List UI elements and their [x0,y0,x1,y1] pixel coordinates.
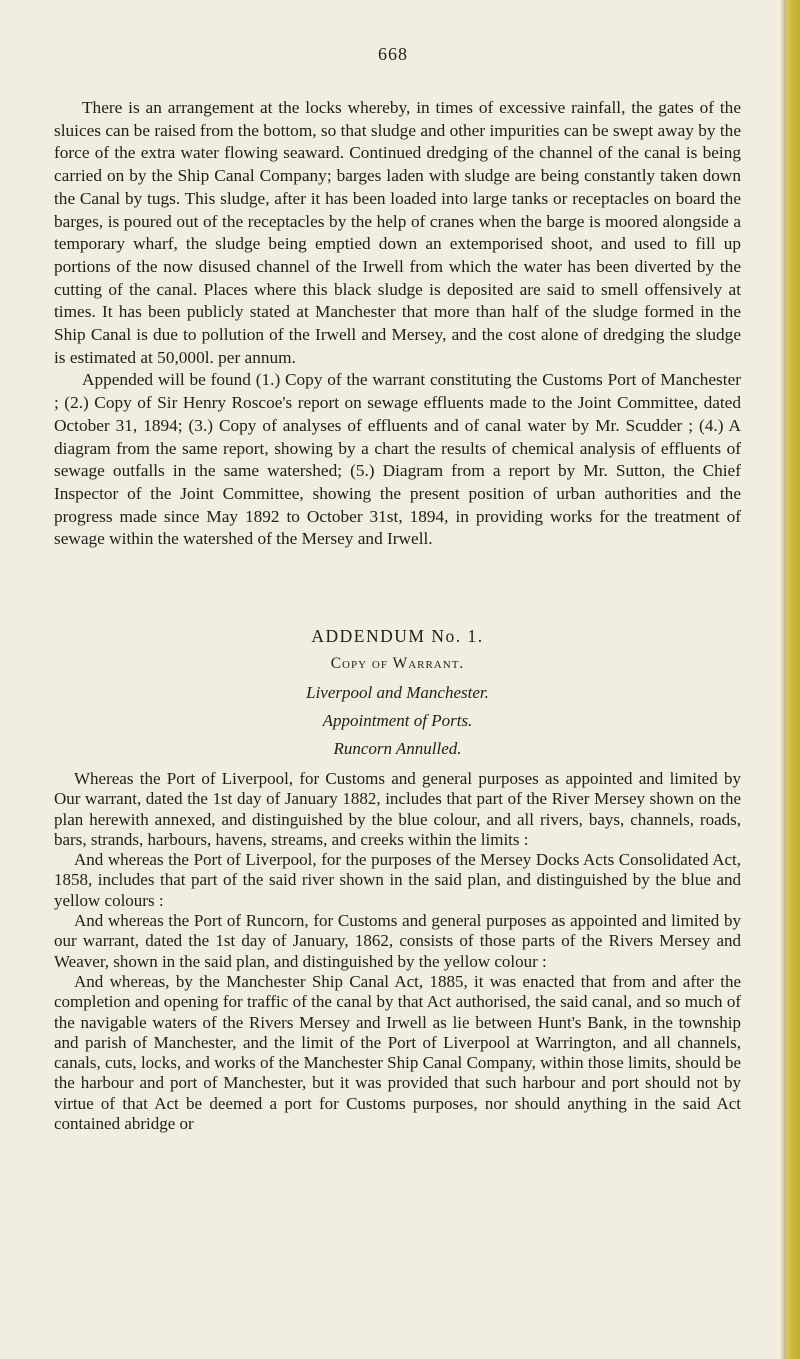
addendum-body [54,769,741,1134]
page-number: 668 [378,44,408,64]
addendum-heading-runcorn: Runcorn Annulled. [333,739,462,758]
addendum-paragraph: And whereas the Port of Runcorn, for Customs and general purposes as appointed and limited by our warrant, dated the 1st day of January, 1862, consists of those parts of the Rivers Mersey and Weaver, shown in the said plan, and distinguished by the yellow colour : [54,911,741,971]
paragraph: There is an arrangement at the locks whereby, in times of excessive rainfall, the gates of the sluices can be raised from the bottom, so that sludge and other impurities can be swept away by the force of the extra water flowing seaward. Continued dredging of the channel of the canal is being carried on by the Ship Canal Company; barges laden with sludge are being constantly taken down the Canal by tugs. This sludge, after it has been loaded into large tanks or receptacles on board the barges, is poured out of the receptacles by the help of cranes when the barge is moored alongside a temporary wharf, the sludge being emptied down an extemporised shoot, and used to fill up portions of the now disused channel of the Irwell from which the water has been diverted by the cutting of the canal. Places where this black sludge is deposited are said to smell offensively at times. It has been publicly stated at Manchester that more than half of the sludge formed in the Ship Canal is due to pollution of the Irwell and Mersey, and the cost alone of dredging the sludge is estimated at 50,000l. per annum. [54,98,741,367]
addendum-subtitle: Copy of Warrant. [330,655,465,672]
addendum-paragraph: And whereas the Port of Liverpool, for the purposes of the Mersey Docks Acts Consolidated Act, 1858, includes that part of the said river shown in the said plan, and distinguished by the blue and yellow colours : [54,850,741,910]
addendum-paragraph: And whereas, by the Manchester Ship Canal Act, 1885, it was enacted that from and after the completion and opening for traffic of the canal by that Act authorised, the said canal, and so much of the navigable waters of the Rivers Mersey and Irwell as lie between Hunt's Bank, in the township and parish of Manchester, and the limit of the Port of Liverpool at Warrington, and all channels, canals, cuts, locks, and works of the Manchester Ship Canal Company, within those limits, should be the harbour and port of Manchester, but it was provided that such harbour and port should not by virtue of that Act be deemed a port for Customs purposes, nor should anything in the said Act contained abridge or [54,971,741,1134]
addendum-heading-appointment: Appointment of Ports. [322,711,473,730]
addendum-heading-ports: Liverpool and Manchester. [306,683,489,702]
addendum-title: ADDENDUM No. 1. [311,626,484,646]
body-text [54,97,741,551]
paragraph: Appended will be found (1.) Copy of the warrant constituting the Customs Port of Manchester ; (2.) Copy of Sir Henry Roscoe's report on sewage effluents made to the Joint Committee, dated October 31, 1894; (3.) Copy of analyses of effluents and of canal water by Mr. Scudder ; (4.) A diagram from the same report, showing by a chart the results of chemical analysis of effluents of sewage outfalls in the same watershed; (5.) Diagram from a report by Mr. Sutton, the Chief Inspector of the Joint Committee, showing the present position of urban authorities and the progress made since May 1892 to October 31st, 1894, in providing works for the treatment of sewage within the watershed of the Mersey and Irwell. [54,370,741,549]
addendum-section [54,624,741,1134]
book-edge [786,0,800,1359]
addendum-paragraph: Whereas the Port of Liverpool, for Customs and general purposes as appointed and limited by Our warrant, dated the 1st day of January 1882, includes that part of the River Mersey shown on the plan herewith annexed, and distinguished by the blue colour, and all rivers, bays, channels, roads, bars, strands, harbours, havens, streams, and creeks within the limits : [54,769,741,849]
